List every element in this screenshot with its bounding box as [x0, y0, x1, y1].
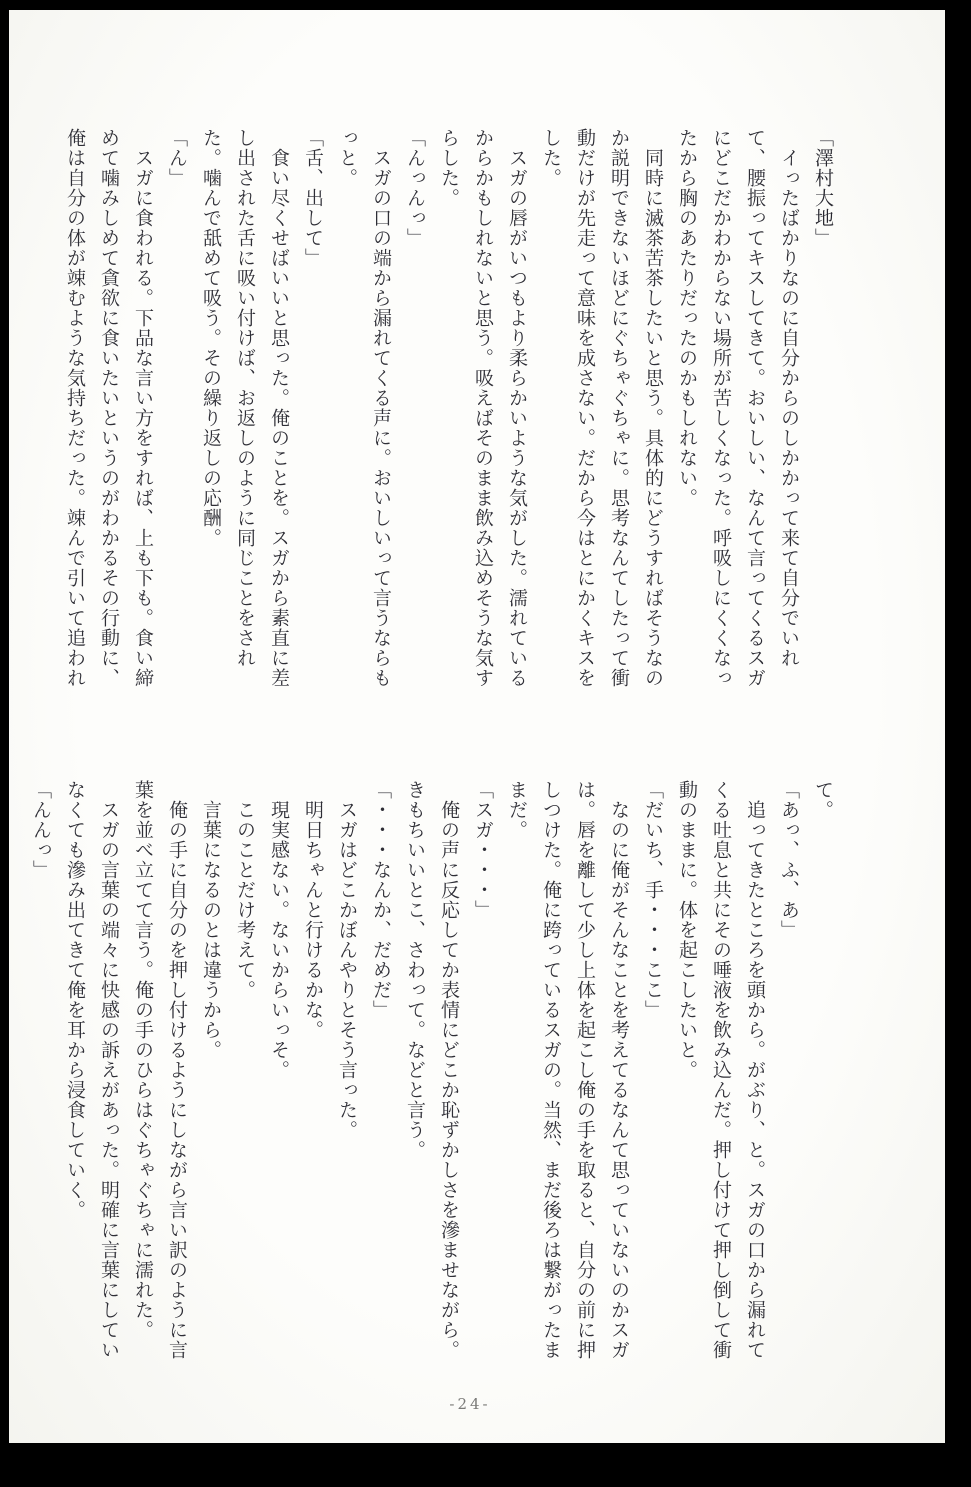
- section-header: 「澤村大地」: [812, 128, 834, 248]
- paragraph: 「舌、出して」: [302, 128, 324, 268]
- paragraph: 同時に滅茶苦茶したいと思う。具体的にどうすればそうなのか説明できないほどにぐちゃぐちゃに。思考なんてしたって衝動だけが先走って意味を成さない。だから今はとにかくキスをした。: [540, 128, 664, 688]
- paragraph: 「スガ・・・」: [472, 780, 494, 920]
- page-surface: [9, 10, 945, 1443]
- paragraph: 現実感ない。ないからいっそ。: [268, 780, 290, 1080]
- paragraph: 追ってきたところを頭から。がぶり、と。スガの口から漏れてくる吐息と共にその唾液を飲み込んだ。押し付けて押し倒して衝動のままに。体を起こしたいと。: [676, 780, 766, 1360]
- paragraph: 俺の手に自分のを押し付けるようにしながら言い訳のように言葉を並べ立てて言う。俺の手のひらはぐちゃぐちゃに濡れた。: [132, 780, 188, 1360]
- paragraph: 「んんっ」: [30, 780, 52, 880]
- paragraph: 明日ちゃんと行けるかな。: [302, 780, 324, 1040]
- top-text-section: [30, 128, 840, 702]
- paragraph: 「・・・なんか、だめだ」: [370, 780, 392, 1020]
- paragraph: 俺の声に反応してか表情にどこか恥ずかしさを滲ませながら。きもちいいとこ、さわって。などと言う。: [404, 780, 460, 1360]
- paragraph: 「ん」: [166, 128, 188, 188]
- paragraph: スガはどこかぼんやりとそう言った。: [336, 780, 358, 1140]
- paragraph: 言葉になるのとは違うから。: [200, 780, 222, 1060]
- paragraph: 「あっ、ふ、あ」: [778, 780, 800, 940]
- paragraph: 「だいち、手・・・ここ」: [642, 780, 664, 1020]
- paragraph: て。: [812, 780, 834, 820]
- paragraph: スガの口の端から漏れてくる声に。おいしいって言うならもっと。: [336, 128, 392, 688]
- paragraph: イったばかりなのに自分からのしかかって来て自分でいれて、腰振ってキスしてきて。おいしい、なんて言ってくるスガにどこだかわからない場所が苦しくなった。呼吸しにくくなったから胸のあたりだったのかもしれない。: [676, 128, 800, 688]
- page-number: -24-: [449, 1395, 491, 1413]
- paragraph: スガの唇がいつもより柔らかいような気がした。濡れているからかもしれないと思う。吸えばそのまま飲み込めそうな気すらした。: [438, 128, 528, 688]
- paragraph: このことだけ考えて。: [234, 780, 256, 1000]
- paragraph: スガの言葉の端々に快感の訴えがあった。明確に言葉にしていなくても滲み出てきて俺を耳から浸食していく。: [64, 780, 120, 1360]
- bottom-text-section: [30, 780, 840, 1360]
- paragraph: スガに食われる。下品な言い方をすれば、上も下も。食い締めて噛みしめて貪欲に食いたいというのがわかるその行動に、俺は自分の体が竦むような気持ちだった。竦んで引いて追われ: [64, 128, 154, 688]
- paragraph: 「んっんっ」: [404, 128, 426, 248]
- paragraph: 食い尽くせばいいと思った。俺のことを。スガから素直に差し出された舌に吸い付けば、お返しのように同じことをされた。噛んで舐めて吸う。その繰り返しの応酬。: [200, 128, 290, 688]
- paragraph: なのに俺がそんなことを考えてるなんて思っていないのかスガは。唇を離して少し上体を起こし俺の手を取ると、自分の前に押しつけた。俺に跨っているスガの。当然、まだ後ろは繋がったままだ。: [506, 780, 630, 1360]
